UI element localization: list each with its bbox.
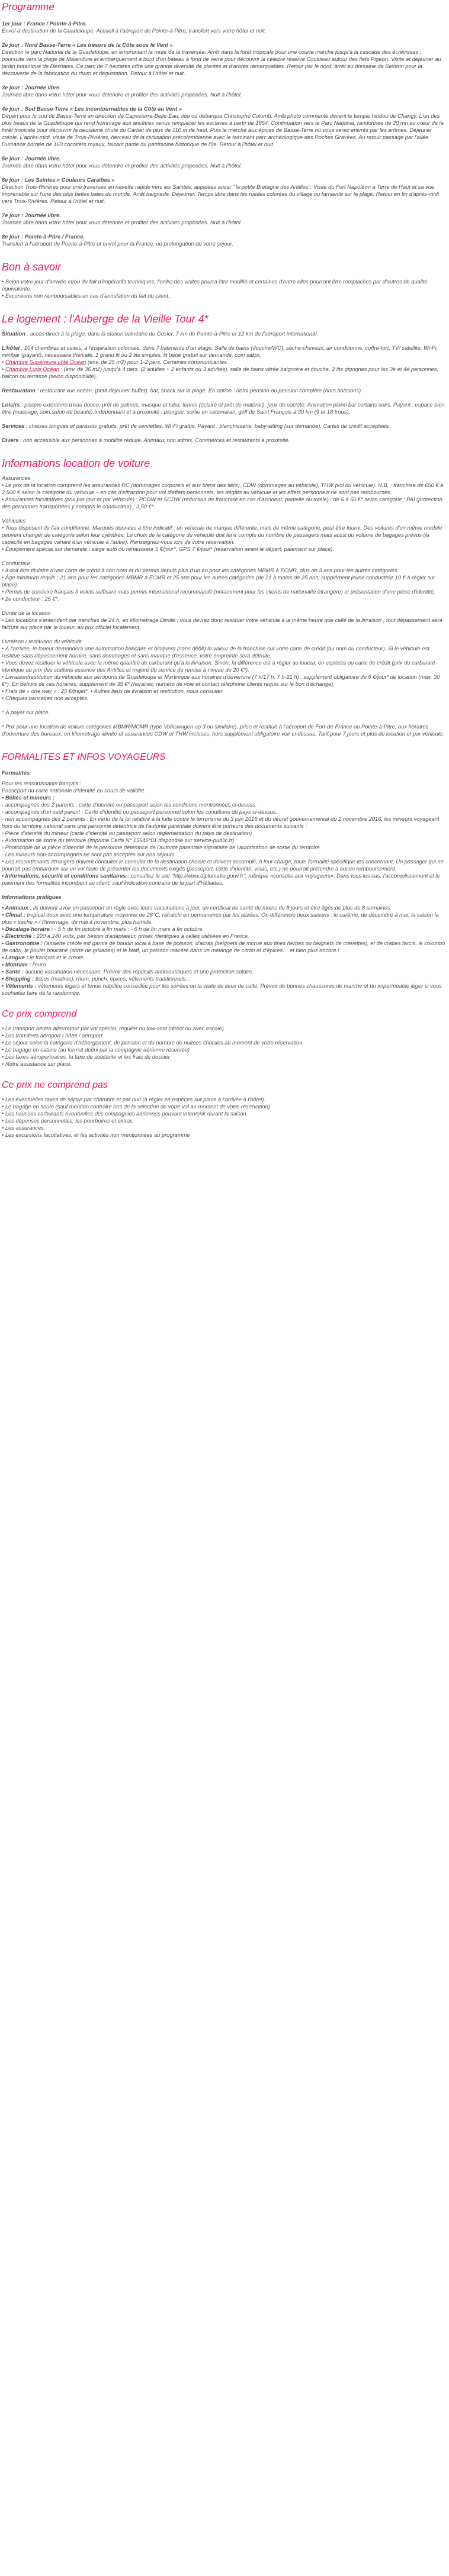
- room-superieure: • Chambre Supérieure côté Océan (env. de 25 m2) pour 1-2 pers. Certaines communicantes.: [2, 359, 229, 365]
- pratiques-item: • Décalage horaire : - 5 h de fin octobre à fin mars ; - 6 h de fin mars à fin octobre.: [2, 926, 204, 932]
- location-blocks: [2, 475, 445, 737]
- location-block: [2, 638, 445, 702]
- location-line: • Le prix de la location comprend les assurances RC (dommages corporels et aux biens des tiers), CDW (dommages au véhicule), THW (vol du véhicule). N.B. : franchise de 650 € à 2 500 € selon la catégorie du véhicule – en cas d'effraction pour vol d'effets personnels, les dégâts au véhicule et les effets personnels ne sont pas remboursés.: [2, 482, 444, 495]
- location-block-title: Véhicules: [2, 518, 26, 524]
- bon-a-savoir-item: • Selon votre jour d'arrivée et/ou du fait d'impératifs techniques, l'ordre des visites pourra être modifié et certaines d'entre elles pourront être remplacées par d'autres de qualité équivalente.: [2, 279, 428, 292]
- comprend-item: • Notre assistance sur place.: [2, 1061, 72, 1067]
- programme-section: [2, 1, 445, 247]
- comprend-list: [2, 1025, 445, 1068]
- loisirs-text: : piscine extérieure d'eau douce, prêt de palmes, masque et tuba, tennis (éclairé et prêt de matériel), jeux de société. Animation piano bar certains soirs. Payant : espace bien être (massage, soin,salon de beauté).Indépendant et à proximité : plongée, sortie en catamaran, golf de Saint François à 30 km (9 et 18 trous).: [2, 402, 445, 415]
- location-line: • Il doit être titulaire d'une carte de crédit à son nom et du permis depuis plus d'un an pour les catégories MBMR à ECMR, plus de 3 ans pour les autres catégories.: [2, 568, 399, 573]
- pratiques-item: • Langue : le français et le créole.: [2, 955, 85, 960]
- location-block: [2, 517, 445, 553]
- formalites-subtitle: Formalités: [2, 770, 30, 776]
- room-superieure-link[interactable]: Chambre Supérieure côté Océan: [5, 359, 86, 365]
- location-block-title: Conducteur: [2, 560, 31, 566]
- location-block: [2, 723, 445, 737]
- programme-day-text: Direction Trois-Rivières pour une traversée en navette rapide vers les Saintes, appelées aussi " la petite Bretagne des Antilles". Visite du Fort Napoléon à Terre de Haut et sa vue imprenable sur l'une des plus belles baies du monde. Arrêt baignade. Déjeuner. Temps libre dans les ruelles colorées du village ou farniente sur la plage. Retour en fin d'après-midi vers Trois-Rivières. Retour à l'hôtel et nuit.: [2, 184, 439, 204]
- programme-day: [2, 105, 445, 148]
- bon-a-savoir-heading: Bon à savoir: [2, 261, 62, 273]
- hotel-label: L'hôtel: [2, 345, 20, 351]
- loisirs-label: Loisirs: [2, 402, 20, 408]
- programme-day-title: 7e jour : Journée libre.: [2, 212, 61, 218]
- location-line: • 2e conducteur : 25 €*.: [2, 596, 59, 602]
- location-heading: Informations location de voiture: [2, 457, 150, 469]
- ne-comprend-list: [2, 1096, 445, 1139]
- formalites-item: Pour les ressortissants français :: [2, 781, 82, 786]
- location-line: • Tous disposent de l'air conditionné. Marques données à titre indicatif : un véhicule de marque différente, mais de même catégorie, peut être fourni. Des voitures d'un même modèle peuvent changer de catégorie selon leur cylindrée. Le choix de la catégorie du véhicule doit tenir compte du nombre de passagers mais aussi du volume de bagages prévus (la capacité en bagages variant d'un véhicule à l'autre). Renseignez-vous lors de votre réservation.: [2, 525, 442, 545]
- location-block: [2, 709, 445, 716]
- comprend-item: • Le bagage en cabine (au format défini par la compagnie aérienne réservée): [2, 1047, 190, 1053]
- formalites-item: - accompagnés d'un seul parent : Carte d'identité ou passeport personnel selon les conditions du pays ci-dessus.: [2, 809, 278, 815]
- restauration-label: Restauration: [2, 388, 36, 394]
- comprend-item: • Les transferts aéroport / hôtel / aéroport: [2, 1033, 102, 1039]
- programme-day: [2, 84, 445, 98]
- location-block-title: Livraison / restitution du véhicule: [2, 639, 82, 644]
- divers-text: : non accessible aux personnes à mobilité réduite. Animaux non admis. Commerces et restaurants à proximité.: [18, 437, 290, 443]
- location-line: • Assurances facultatives (prix par jour et par véhicule) : PCDW et SCDW (réduction de franchise en cas d'accident, partielle ou totale) : de 6 à 50 €* selon catégorie ; PAI (protection des personnes transportées y compris le conducteur) : 3,50 €*.: [2, 496, 442, 510]
- location-section: [2, 457, 445, 737]
- location-line: • Permis de conduire français 3 volets suffisant mais permis international recommandé (notamment pour les clients de nationalité étrangère) et présentation d'une pièce d'identité.: [2, 589, 435, 595]
- formalites-item: - accompagnés des 2 parents : carte d'identité ou passeport selon les conditions mentionnées ci-dessus.: [2, 802, 257, 808]
- programme-day-text: Départ pour le sud de Basse-Terre en direction de Capesterre-Belle-Eau, lieu où débarqua Christophe Colomb. Arrêt photo commenté devant le temple hindou de Changy. L'un des plus beaux de la Guadeloupe qui rend hommage aux ancêtres venus remplacer les esclaves à partir de 1854. Continuation vers le Parc National, randonnée de 20 mn au cœur de la forêt tropicale pour découvrir la deuxième chute du Carbet de plus de 110 m de haut. Puis le marché aux épices de Basse-Terre où vous serez enivrés par les arômes. Déjeuner créole. L'après-midi, visite de Trois-Rivières, berceau de la civilisation précolombienne avec le fascinant parc archéologique des Roches Gravées. Au retour passage par l'allée Dumanoir bordée de 160 cocotiers royaux, faisant partie du patrimoine historique de l'île. Retour à l'hôtel et nuit.: [2, 113, 444, 147]
- location-line: * À payer sur place.: [2, 710, 50, 715]
- pratiques-item: • Animaux : ils doivent avoir un passeport en règle avec leurs vaccinations à jour, un certificat de santé de moins de 8 jours et être âgés de plus de 8 semaines.: [2, 905, 392, 911]
- services-paragraph: [2, 423, 445, 430]
- comprend-heading: Ce prix comprend: [2, 1009, 77, 1019]
- programme-day-title: 4e jour : Sud Basse-Terre « Les incontournables de la Côte au Vent »: [2, 106, 182, 112]
- ne-comprend-item: • Les dépenses personnelles, les pourboires et extras.: [2, 1118, 134, 1124]
- programme-day-text: Journée libre dans votre hôtel pour vous détendre et profiter des activités proposées. Nuit à l'hôtel.: [2, 220, 242, 225]
- location-block-title: Assurances: [2, 475, 31, 481]
- formalites-section: [2, 752, 445, 997]
- situation-text: : accès direct à la plage, dans la station balnéaire du Gosier, 7 km de Pointe-à-Pitre et 12 km de l'aéroport international.: [25, 331, 319, 337]
- location-line: • Âge minimum requis : 21 ans pour les catégories MBMR à ECMR et 25 ans pour les autres catégories (de 21 à moins de 25 ans, supplément jeune conducteur 10 € à régler sur place).: [2, 575, 435, 588]
- formalites-item: Passeport ou carte nationale d'identité en cours de validité.: [2, 788, 146, 794]
- formalites-item: › Pièce d'identité du mineur (carte d'identité ou passeport selon réglementation du pays de destination): [2, 830, 252, 836]
- pratiques-item: • Monnaie : l'euro.: [2, 962, 47, 968]
- restauration-text: : restaurant vue océan, (petit déjeuner buffet), bar, snack sur la plage. En option : demi-pension ou pension complète (hors boissons).: [35, 388, 363, 394]
- loisirs-paragraph: [2, 401, 445, 415]
- programme-day: [2, 155, 445, 169]
- logement-section: [2, 312, 445, 444]
- ne-comprend-item: • Les excursions facultatives, et les activités non mentionnées au programme: [2, 1132, 190, 1138]
- programme-day-text: Direction le parc National de la Guadeloupe, en empruntant la route de la traversée. Arrêt dans la forêt tropicale pour une courte marche jusqu'à la cascade des écrevisses ; poursuite vers la plage de Malendure et embarquement à bord d'un bateau à fond de verre pour découvrir la célèbre réserve Cousteau autour des îlets Pigeon. Visite et déjeuner au jardin botanique de Deshaies. Ce parc de 7 hectares offre une grande diversité de plantes et d'arbres remarquables. Retour par le nord, arrêt au domaine de Severin pour la découverte de la fabrication du rhum et dégustation. Retour à l'hôtel et nuit.: [2, 49, 441, 76]
- programme-day: [2, 233, 445, 247]
- situation-paragraph: [2, 330, 445, 337]
- room-luxe-link[interactable]: Chambre Luxe Océan: [5, 366, 59, 372]
- programme-day-text: Journée libre dans votre hôtel pour vous détendre et profiter des activités proposées. Nuit à l'hôtel.: [2, 163, 242, 169]
- ne-comprend-heading: Ce prix ne comprend pas: [2, 1080, 108, 1090]
- comprend-section: [2, 1008, 445, 1068]
- formalites-item: • Bébés et mineurs :: [2, 795, 55, 801]
- pratiques-item: • Shopping : tissus (madras), rhum, punch, épices, vêtements traditionnels…: [2, 976, 191, 982]
- programme-heading: Programme: [2, 1, 54, 12]
- programme-day-text: Transfert à l'aéroport de Pointe-à-Pitre et envol pour la France, ou prolongation de votre séjour.: [2, 241, 233, 247]
- location-line: • Équipement spécial sur demande : siège auto ou rehausseur 5 €/jour*, GPS 7 €/jour* (réservation avant le départ, paiement sur place).: [2, 546, 334, 552]
- pratiques-list: [2, 904, 445, 997]
- pratiques-item: • Électricité : 220 à 240 volts, pas besoin d'adaptateur, prises identiques à celles utilisées en France.: [2, 933, 249, 939]
- services-text: : chaises longues et parasols gratuits, prêt de serviettes, Wi-Fi gratuit. Payant : blanchisserie, baby-sitting (sur demande). Cartes de crédit acceptées.: [24, 423, 390, 429]
- programme-day: [2, 212, 445, 226]
- hotel-paragraph: [2, 344, 445, 380]
- location-block-title: Durée de la location: [2, 610, 51, 616]
- programme-day-text: Journée libre dans votre hôtel pour vous détendre et profiter des activités proposées. Nuit à l'hôtel.: [2, 92, 242, 98]
- pratiques-item: • Santé : aucune vaccination nécessaire. Prévoir des répulsifs antimoustiques et une protection solaire.: [2, 969, 254, 975]
- programme-day: [2, 20, 445, 34]
- programme-day-title: 8e jour : Pointe-à-Pitre / France.: [2, 234, 85, 240]
- formalites-item: › Autorisation de sortie du territoire (imprimé Cerfa N° 15646*01 disponible sur service-public.fr): [2, 837, 235, 843]
- bon-a-savoir-section: [2, 260, 445, 299]
- situation-label: Situation: [2, 331, 25, 337]
- pratiques-item: • Vêtements : vêtements légers et tenue habillée conseillée pour les soirées ou la visite de lieux de culte. Prévoir de bonnes chaussures de marche et un imperméable léger si vous souhaitez faire de la randonnée.: [2, 983, 442, 996]
- programme-day-title: 3e jour : Journée libre.: [2, 85, 61, 91]
- logement-heading: Le logement : l'Auberge de la Vieille Tour 4*: [2, 313, 209, 325]
- location-block: [2, 475, 445, 510]
- location-line: • Chèques bancaires non acceptés.: [2, 695, 89, 701]
- bon-a-savoir-list: [2, 278, 445, 299]
- bon-a-savoir-item: • Excursions non remboursables en cas d'annulation du fait du client.: [2, 293, 170, 299]
- formalites-item: • Les ressortissants étrangers doivent consulter le consulat de la destination choisie et doivent accomplir, à leur charge, toute formalité spécifique les concernant. Un passager qui ne pourrait pas embarquer sur un vol faute de présenter les documents exigés (passeport, carte d'identité, visas, etc.) ne pourrait prétendre à aucun remboursement.: [2, 859, 444, 872]
- services-label: Services: [2, 423, 25, 429]
- pratiques-item: • Gastronomie : l'assiette créole est garnie de boudin local à base de poisson, d'acras (beignets de morue aux fines herbes ou beignets de crevettes), et de crabes farcis, le colombo de cabri, le poulet boucané (sorte de grillades) et le blaff, un poisson macéré dans un mélange de citron et d'épices… et bien plus encore !: [2, 940, 445, 953]
- page: [0, 0, 449, 1139]
- ne-comprend-item: • Les hausses carburants éventuelles des compagnies aériennes pouvant intervenir durant la saison.: [2, 1111, 248, 1117]
- formalites-item: • Informations, sécurité et conditions sanitaires : consultez le site "http://www.diplomatie.gouv.fr", rubrique «conseils aux voyageurs». Dans tous les cas, l'accomplissement et le paiement des formalités incombent au client, sauf indication contraire de la part d'Héliades.: [2, 873, 440, 886]
- ne-comprend-section: [2, 1079, 445, 1139]
- pratiques-subtitle: Informations pratiques: [2, 894, 62, 900]
- location-line: • Vous devez restituer le véhicule avec la même quantité de carburant qu'à la livraison. Sinon, la différence est à régler au loueur, en espèces ou carte de crédit (prix du carburant identique au prix des stations essence des Antilles et majoré du service de remise à niveau de 20 €*).: [2, 660, 435, 673]
- comprend-item: • Le transport aérien aller/retour par vol spécial, régulier ou low-cost (direct ou avec escale): [2, 1026, 224, 1031]
- ne-comprend-item: • Les assurances.: [2, 1125, 46, 1131]
- divers-label: Divers: [2, 437, 19, 443]
- programme-day-title: 6e jour : Les Saintes « Couleurs Caraïbes »: [2, 177, 115, 183]
- programme-day-text: Envol à destination de la Guadeloupe. Accueil à l'aéroport de Pointe-à-Pitre, transfert vers votre hôtel et nuit.: [2, 28, 267, 34]
- comprend-item: • Les taxes aéroportuaires, la taxe de solidarité et les frais de dossier: [2, 1054, 170, 1060]
- divers-paragraph: [2, 437, 445, 444]
- pratiques-item: • Climat : tropical doux avec une température moyenne de 26°C, rafraichi en permanence par les alizées. On différencie deux saisons : le carême, de décembre à mai, la saison la plus « sèche » / l'hivernage, de mai à novembre, plus humide.: [2, 912, 439, 925]
- location-line: • À l'arrivée, le loueur demandera une autorisation bancaire et bloquera (sans débit) la valeur de la franchise sur votre carte de crédit (au nom du conducteur). Si le véhicule est restitué sans dépassement horaire, sans dommages et sans manque d'essence, votre empreinte sera détruite.: [2, 646, 429, 659]
- programme-days: [2, 20, 445, 247]
- location-line: * Prix pour une location de voiture catégories MBMR/MCMR (type Volkswagen up 3 ou similaire), prise et restitué à l'aéroport de Fort-de-France ou Pointe-à-Pitre, aux horaires d'ouverture des bureaux, en kilométrage illimité et assurances CDW et THW incluses, hors supplément obligatoire voir ci-dessus. Tarif pour 7 jours et plus de location et par véhicule.: [2, 724, 444, 737]
- formalites-item: - non accompagnés des 2 parents : En vertu de la loi relative à la lutte contre le terrorisme du 3 juin 2016 et du décret gouvernemental du 2 novembre 2016, les mineurs voyageant hors du territoire national sans une personne détentrice de l'autorité parentale doivent être porteurs des documents suivants :: [2, 816, 440, 829]
- programme-day-title: 5e jour : Journée libre.: [2, 156, 61, 162]
- location-line: • Livraison/restitution du véhicule aux aéroports de Guadeloupe et Martinique aux horaires d'ouverture (7 h/17 h, 7 h-21 h) : supplément obligatoire de 6 €/jour* de location (max. 30 €*). En dehors de ces horaires, supplément de 35 €* (horaires, numéro de voie et contact téléphone clients requis sur le bon d'échange).: [2, 674, 440, 687]
- location-line: • Frais de « one way » : 25 €/trajet*. • Autres lieux de livraison et restitution, nous consulter.: [2, 688, 224, 694]
- formalites-item: › Photocopie de la pièce d'identité de la personne détentrice de l'autorité parentale signataire de l'autorisation de sortie du territoire: [2, 844, 320, 850]
- location-block: [2, 610, 445, 631]
- formalites-heading: FORMALITES ET INFOS VOYAGEURS: [2, 752, 166, 762]
- ne-comprend-item: • Les éventuelles taxes de séjour par chambre et par nuit (à régler en espèces sur place à l'arrivée à l'hôtel).: [2, 1097, 266, 1102]
- formalites-list: [2, 780, 445, 886]
- room-luxe: • Chambre Luxe Océan : (env. de 36 m2) jusqu'à 4 pers. (2 adultes + 2 enfants ou 3 adultes), salle de bains vitrée baignoire et douche, 2 lits gigognes pour les 3è et 4è personnes, balcon ou terrasse (selon disponibilité).: [2, 366, 438, 379]
- restauration-paragraph: [2, 387, 445, 394]
- room-superieure-text: (env. de 25 m2) pour 1-2 pers. Certaines communicantes.: [86, 359, 229, 365]
- programme-day: [2, 41, 445, 77]
- location-line: • Les locations s'entendent par tranches de 24 h, en kilométrage illimité ; vous devrez donc restituer votre véhicule à la même heure que celle de la livraison ; tout dépassement sera facturé sur place par le loueur, au prix officiel localement.: [2, 617, 442, 630]
- ne-comprend-item: • Le bagage en soute (sauf mention contraire lors de la sélection de votre vol au moment de votre réservation): [2, 1104, 270, 1110]
- programme-day: [2, 176, 445, 205]
- programme-day-title: 1er jour : France / Pointe-à-Pitre.: [2, 21, 87, 27]
- room-luxe-text: : (env. de 36 m2) jusqu'à 4 pers. (2 adultes + 2 enfants ou 3 adultes), salle de bains vitrée baignoire et douche, 2 lits gigognes pour les 3è et 4è personnes, balcon ou terrasse (selon disponibilité).: [2, 366, 438, 379]
- location-block: [2, 560, 445, 602]
- programme-day-title: 2e jour : Nord Basse-Terre « Les trésors de la Côte sous le Vent »: [2, 42, 173, 48]
- hotel-text: : 104 chambres et suites, à l'inspiration coloniale, dans 7 bâtiments d'un étage. Salle de bains (douche/WC), sèche-cheveux, air conditionné, coffre-fort, TV/ satellite, Wi-Fi, minibar (payant), nécessaire thé/café, 1 grand lit ou 2 lits simples, lit bébé gratuit sur demande, coin salon.: [2, 345, 438, 358]
- formalites-item: - Les mineurs non-accompagnés ne sont pas acceptés sur nos séjours.: [2, 852, 177, 857]
- comprend-item: • Le séjour selon la catégorie d'hébergement, de pension et du nombre de nuitées choisies au moment de votre réservation.: [2, 1040, 304, 1046]
